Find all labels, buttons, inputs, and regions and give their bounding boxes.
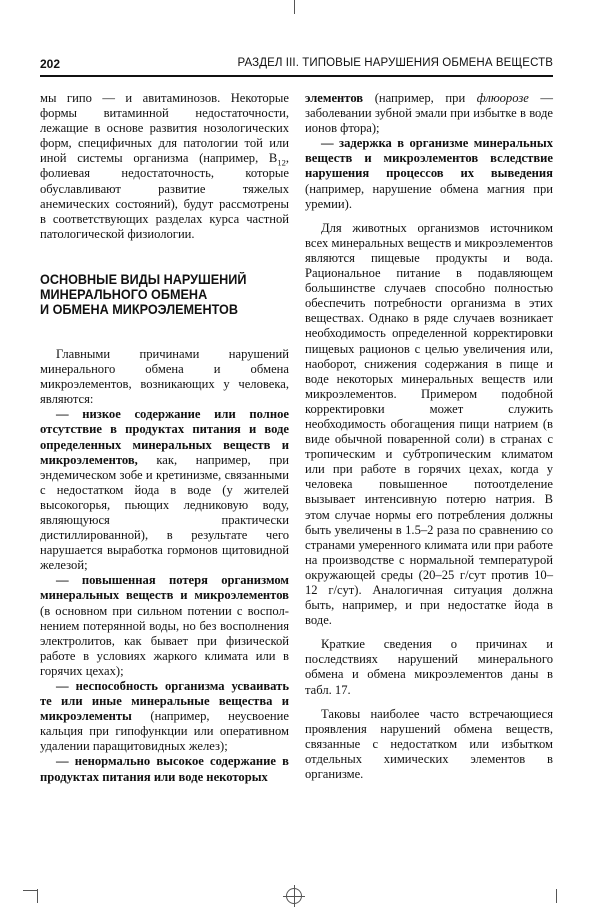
section-heading xyxy=(40,272,272,317)
paragraph-table-reference: Краткие сведения о причинах и последствиях нарушений минерального обмена и обмена микроэлементов даны в табл. 17. xyxy=(305,637,553,697)
header-rule xyxy=(40,75,553,77)
page-number: 202 xyxy=(40,57,61,71)
crop-mark-top xyxy=(294,0,295,14)
heading-line: МИНЕРАЛЬНОГО ОБМЕНА xyxy=(40,286,208,302)
crop-mark-bottom-left xyxy=(37,889,38,903)
list-item-cause-4: — ненормально высокое содержание в продуктах питания или воде некоторых xyxy=(40,754,289,784)
registration-mark-icon xyxy=(286,888,302,904)
section-title: РАЗДЕЛ III. ТИПОВЫЕ НАРУШЕНИЯ ОБМЕНА ВЕЩЕСТВ xyxy=(237,57,553,69)
list-item-cause-3: — неспособность организма усваивать те или иные минеральные вещества и микроэлементы (например, неусвоение кальция при гипофункции или оперативном удалении паращитовидных желез); xyxy=(40,679,289,754)
crop-mark-bottom-right xyxy=(556,889,557,903)
list-item-cause-5: — задержка в организме минеральных веществ и микроэлементов вследствие нарушения процессов их выведения (например, нарушение обмена магния при уремии). xyxy=(305,136,553,211)
list-item-cause-2: — повышенная потеря организмом минеральных веществ и микроэлементов (в основном при сильном потении с воспол-нением потерянной воды, но без восполнения электролитов, как бывает при физической работе в условиях жаркого климата или в горячих цехах); xyxy=(40,573,289,678)
paragraph-vitamin-deficiency: мы гипо — и авитаминозов. Некоторые формы витаминной недостаточности, лежащие в основе развития нозологических форм, специфичных для патологии той или иной системы организма (например, $В_{12}$, фолиевая недостаточность, которые обуславливают развитие тяжелых анемических состояний), будут рассмотрены в соответствующих разделах курса частной патологической физиологии. xyxy=(40,91,289,241)
heading-line: И ОБМЕНА МИКРОЭЛЕМЕНТОВ xyxy=(40,301,238,317)
running-header xyxy=(40,54,553,76)
list-item-cause-4-continued: элементов (например, при флюорозе — заболевании зубной эмали при избытке в воде ионов фтора); xyxy=(305,91,553,136)
heading-line: ОСНОВНЫЕ ВИДЫ НАРУШЕНИЙ xyxy=(40,271,247,287)
paragraph-sources: Для животных организмов источником всех минеральных веществ и микроэлементов являются пищевые продукты и вода. Рациональное питание в подавляющем большинстве случаев способно полностью обеспечить потребности организма в этих веществах. Однако в ряде случаев возникает необходимость определенной корректировки пищевых рационов с целью увеличения или, наоборот, снижения содержания в пище и воде некоторых минеральных веществ или микроэлементов. Примером подобной корректировки может служить необходимость обогащения пищи натрием (в виде обычной поваренной соли) в странах с тропическим и субтропическим климатом или при работе в горячих цехах, когда у человека повышенное потоотделение вызывает интенсивную потерю натрия. В этом случае нормы его потребления должны быть увеличены в 1.5–2 раза по сравнению со странами умеренного климата или при работе на производстве с нормальной температурой окружающей среды (20–25 г/сут против 10–12 г/сут). Аналогичная ситуация должна быть, например, и при недостатке йода в воде. xyxy=(305,220,553,628)
left-column xyxy=(40,91,289,785)
paragraph-intro: Главными причинами нарушений минерального обмена и обмена микроэлементов, возникающих у человека, являются: xyxy=(40,346,289,407)
list-item-cause-1: — низкое содержание или полное отсутствие в продуктах питания и воде определенных минеральных веществ и микроэлементов, как, например, при эндемическом зобе и кретинизме, связанными с недостатком йода в воде (у жителей высокогорья, пьющих ледниковую воду, являющуюся практически дистиллированной), в результате чего нарушается выработка гормонов щитовидной железой; xyxy=(40,407,289,573)
right-column xyxy=(305,91,553,782)
paragraph-conclusion: Таковы наиболее часто встречающиеся проявления нарушений обмена веществ, связанные с недостатком или избытком отдельных химических элементов в организме. xyxy=(305,706,553,782)
crop-mark-bottom-left-h xyxy=(23,890,37,891)
